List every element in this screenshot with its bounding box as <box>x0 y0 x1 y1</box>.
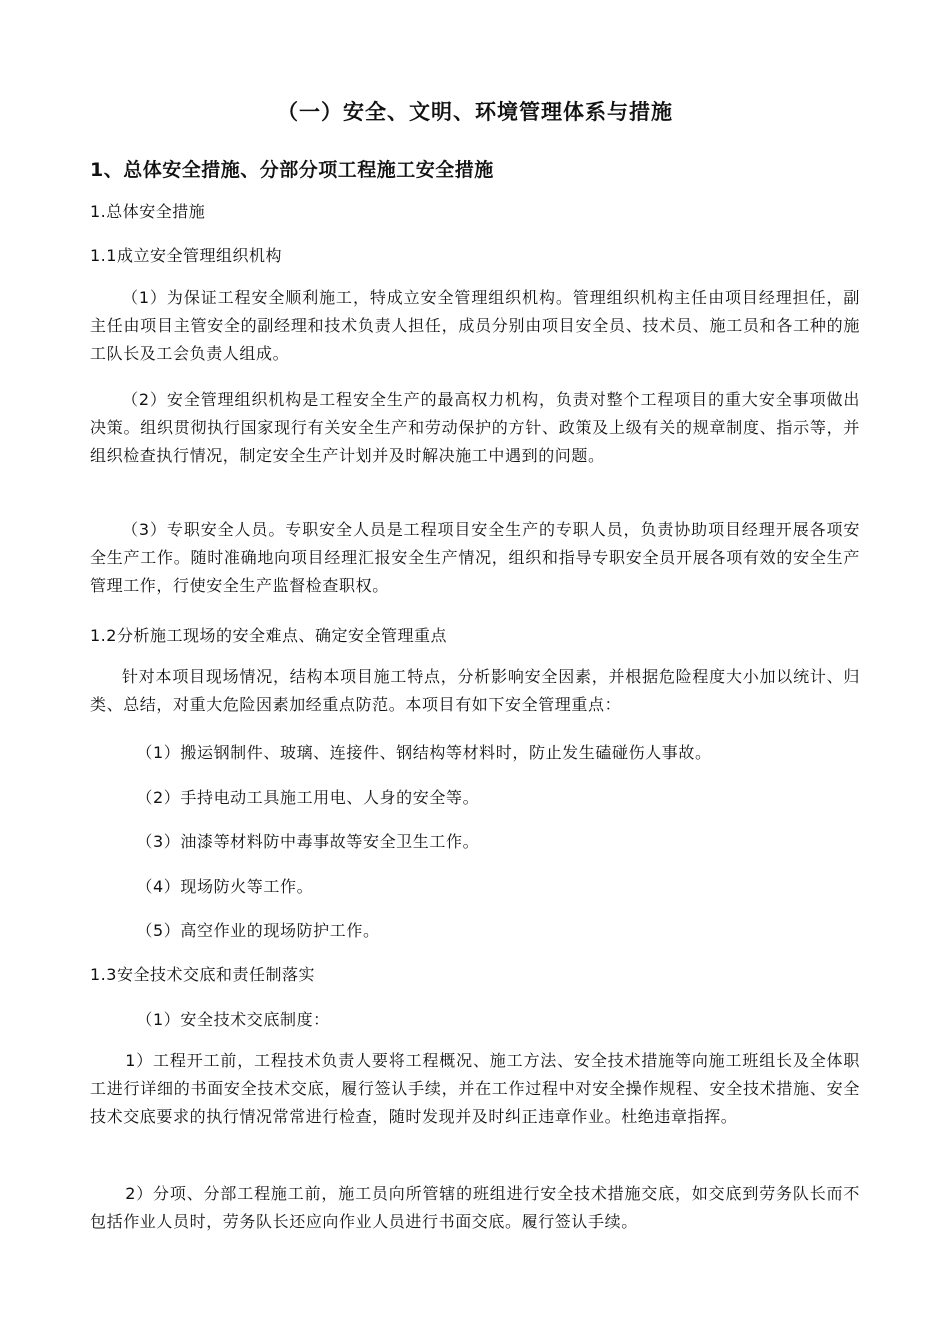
subsection-heading-1-2: 1.2分析施工现场的安全难点、确定安全管理重点 <box>90 626 447 645</box>
document-title: （一）安全、文明、环境管理体系与措施 <box>277 100 673 124</box>
paragraph-1-1-3: （3）专职安全人员。专职安全人员是工程项目安全生产的专职人员，负责协助项目经理开展各项安全生产工作。随时准确地向项目经理汇报安全生产情况，组织和指导专职安全员开展各项有效的安全生产管理工作，行使安全生产监督检查职权。 <box>90 520 860 595</box>
paragraph-1-3-a: 1）工程开工前，工程技术负责人要将工程概况、施工方法、安全技术措施等向施工班组长及全体职工进行详细的书面安全技术交底，履行签认手续，并在工作过程中对安全操作规程、安全技术措施、安全技术交底要求的执行情况常常进行检查，随时发现并及时纠正违章作业。杜绝违章指挥。 <box>90 1051 860 1126</box>
list-item-safety-briefing: （1）安全技术交底制度： <box>136 1010 330 1029</box>
section-heading: 1、总体安全措施、分部分项工程施工安全措施 <box>90 159 494 181</box>
paragraph-1-3-b: 2）分项、分部工程施工前，施工员向所管辖的班组进行安全技术措施交底，如交底到劳务队长而不包括作业人员时，劳务队长还应向作业人员进行书面交底。履行签认手续。 <box>90 1184 860 1231</box>
subsection-heading-1-3: 1.3安全技术交底和责任制落实 <box>90 965 315 984</box>
list-item: （4）现场防火等工作。 <box>136 877 314 896</box>
list-item: （3）油漆等材料防中毒事故等安全卫生工作。 <box>136 832 480 851</box>
list-item: （5）高空作业的现场防护工作。 <box>136 921 380 940</box>
subsection-heading-1-1: 1.1成立安全管理组织机构 <box>90 246 282 265</box>
paragraph-1-2-intro: 针对本项目现场情况，结构本项目施工特点，分析影响安全因素，并根据危险程度大小加以统计、归类、总结，对重大危险因素加经重点防范。本项目有如下安全管理重点： <box>90 667 860 714</box>
paragraph-1-1-1: （1）为保证工程安全顺利施工，特成立安全管理组织机构。管理组织机构主任由项目经理担任，副主任由项目主管安全的副经理和技术负责人担任，成员分别由项目安全员、技术员、施工员和各工种的施工队长及工会负责人组成。 <box>90 288 860 363</box>
paragraph-1-1-2: （2）安全管理组织机构是工程安全生产的最高权力机构，负责对整个工程项目的重大安全事项做出决策。组织贯彻执行国家现行有关安全生产和劳动保护的方针、政策及上级有关的规章制度、指示等，并组织检查执行情况，制定安全生产计划并及时解决施工中遇到的问题。 <box>90 390 860 465</box>
list-item: （2）手持电动工具施工用电、人身的安全等。 <box>136 788 480 807</box>
list-item: （1）搬运钢制件、玻璃、连接件、钢结构等材料时，防止发生磕碰伤人事故。 <box>136 743 712 762</box>
subsection-heading-1: 1.总体安全措施 <box>90 202 206 221</box>
